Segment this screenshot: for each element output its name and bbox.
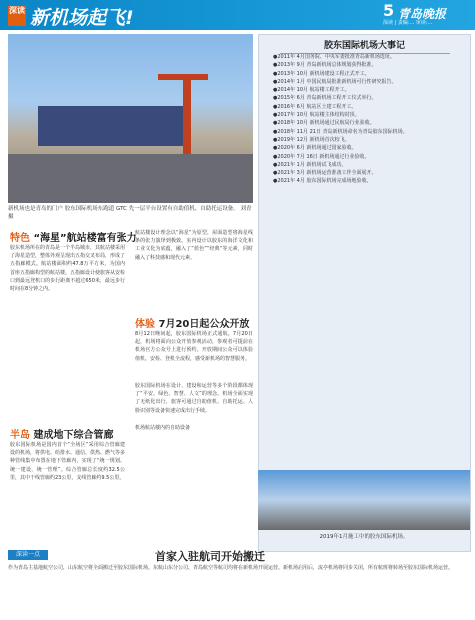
timeline-list — [265, 53, 465, 186]
timeline-item: ●2020年 7月 16日 新机场通过行业验收。 — [273, 153, 370, 160]
photo2-caption: 机场航站楼内的自助设备 — [135, 425, 191, 431]
newspaper-logo: 青岛晚报 — [398, 7, 447, 21]
page-title: 新机场起飞! — [30, 7, 134, 29]
page-number: 5 — [383, 1, 395, 20]
timeline-item: ●2021年 4月 胶东国际机场完成场地验收。 — [273, 178, 372, 185]
article1-subheading-text: 建成地下综合管廊 — [33, 430, 114, 441]
timeline-title — [259, 38, 470, 54]
timeline-item: ●2017年 10月 航站楼主体结构封顶。 — [273, 112, 360, 119]
page-header — [0, 0, 475, 30]
article1-heading-prefix: 特色 — [10, 233, 30, 244]
article2-body2: 胶东国际机场在设计、建设和运营等多个阶段都体现了“平安、绿色、智慧、人文”的理念。机场全面实现了无纸化出行，旅客可通过自助值机、自助托运、人脸识别等设备快速完成出行手续。 — [135, 383, 253, 414]
timeline-item: ●2021年 3月 新机场运营准备工作全面展开。 — [273, 170, 377, 177]
article1-subheading-prefix: 半岛 — [10, 430, 30, 441]
terminal-building — [38, 106, 188, 146]
bottom-title: 首家入驻航司开始搬迁 — [155, 550, 265, 563]
article1-subheading — [10, 426, 113, 441]
airport-photo — [8, 34, 253, 203]
timeline-title-text: 胶东国际机场大事记 — [323, 41, 405, 51]
timeline-item: ●2018年 10月 新机场通过民航局行业验收。 — [273, 120, 375, 127]
bottom-body: 作为青岛主基地航空公司，山东航空将全面搬迁至胶东国际机场。东航山东分公司、青岛航空等航司均将在新机场开展运营。新机场启用后，流亭机场将同步关闭，所有航班将转场至胶东国际机场运营。 — [8, 565, 454, 571]
timeline-item: ●2014年 1月 中国民航局批准新机场可行性研究报告。 — [273, 78, 397, 85]
construction-photo — [258, 470, 470, 530]
section-info: 深读 | 责编:... 审读:... — [383, 20, 433, 26]
article2-heading-text: 7月20日起公众开放 — [158, 319, 250, 330]
photo-ground — [8, 154, 253, 203]
construction-photo-caption: 2019年1月施工中的胶东国际机场。 — [319, 534, 409, 540]
article1-col3: 胶东国际机场是国内首个“全场区”采用综合管廊建设的机场，将供电、给排水、通信、供热、燃气等多种管线集中布置在地下管廊内，实现了“统一规划、统一建设、统一管理”。综合管廊总长度约32.5公里，其中干线管廊约23公里，支线管廊约9.5公里。 — [10, 442, 125, 481]
article2-body: 8月12日晚间起，胶东国际机场正式通航。7月20日起，机场将面向公众开放参观活动，参观者可提前在机场官方公众号上进行预约。开放期间公众可以体验值机、安检、登机全流程，感受新机场的智慧服务。 — [135, 331, 253, 362]
timeline-item: ●2013年 10月 新机场建设工程正式开工。 — [273, 70, 370, 77]
photo-caption: 新机场也是青岛的门户 胶东国际机场东跑道 GTC 先一层平台设置有自助值机、自助托运设备。 刘青 摄 — [8, 206, 252, 220]
timeline-item: ●2011年 4月国务院、中央军委批准青岛新机场选址。 — [273, 54, 395, 60]
article1-heading-text: “海星”航站楼富有张力 — [33, 233, 137, 244]
bottom-tag: 深读一点 — [8, 550, 48, 560]
photo-structure — [183, 74, 191, 154]
timeline-item: ●2019年 12月 新机场首次校飞。 — [273, 136, 350, 143]
timeline-item: ●2015年 6月 青岛新机场工程开工仪式举行。 — [273, 95, 377, 102]
timeline-item: ●2018年 11月 21日 青岛新机场命名为青岛胶东国际机场。 — [273, 128, 408, 135]
article1-col2: 航站楼设计理念以“海星”为原型，屋面造型将海星线条的张力演绎到极致。室内设计以胶东的海洋文化和工业文化为底蕴，融入了“蓝色”“经典”等元素，同时融入了科技感和现代元素。 — [135, 230, 253, 261]
bottom-header — [0, 548, 475, 562]
article2-heading — [135, 315, 249, 330]
timeline-item: ●2016年 6月 航站区土建工程开工。 — [273, 103, 357, 110]
photo-structure-top — [158, 74, 208, 80]
article1-heading — [10, 229, 137, 244]
timeline-item: ●2020年 6月 新机场通过国家验收。 — [273, 145, 357, 152]
article1-col1: 胶东机场所在的青岛是一个半岛城市，其航站楼采用了海星造型，整体外观呈现出五指交叉布局，形成了五指廊模式。航站楼面积约47.8万平方米，为国内首座五指廊构型的航站楼。五指廊设计使旅客从安检口到最远登机口的步行距离不超过650米，最远步行时间在8分钟之内。 — [10, 245, 125, 293]
timeline-item: ●2021年 1月 新机场试飞成功。 — [273, 161, 347, 168]
timeline-item: ●2014年 10月 航站楼工程开工。 — [273, 87, 350, 94]
timeline-item: ●2013年 9月 青岛新机场总体规划获得批准。 — [273, 62, 377, 69]
article2-heading-prefix: 体验 — [135, 319, 155, 330]
section-badge: 深读 — [8, 6, 26, 26]
